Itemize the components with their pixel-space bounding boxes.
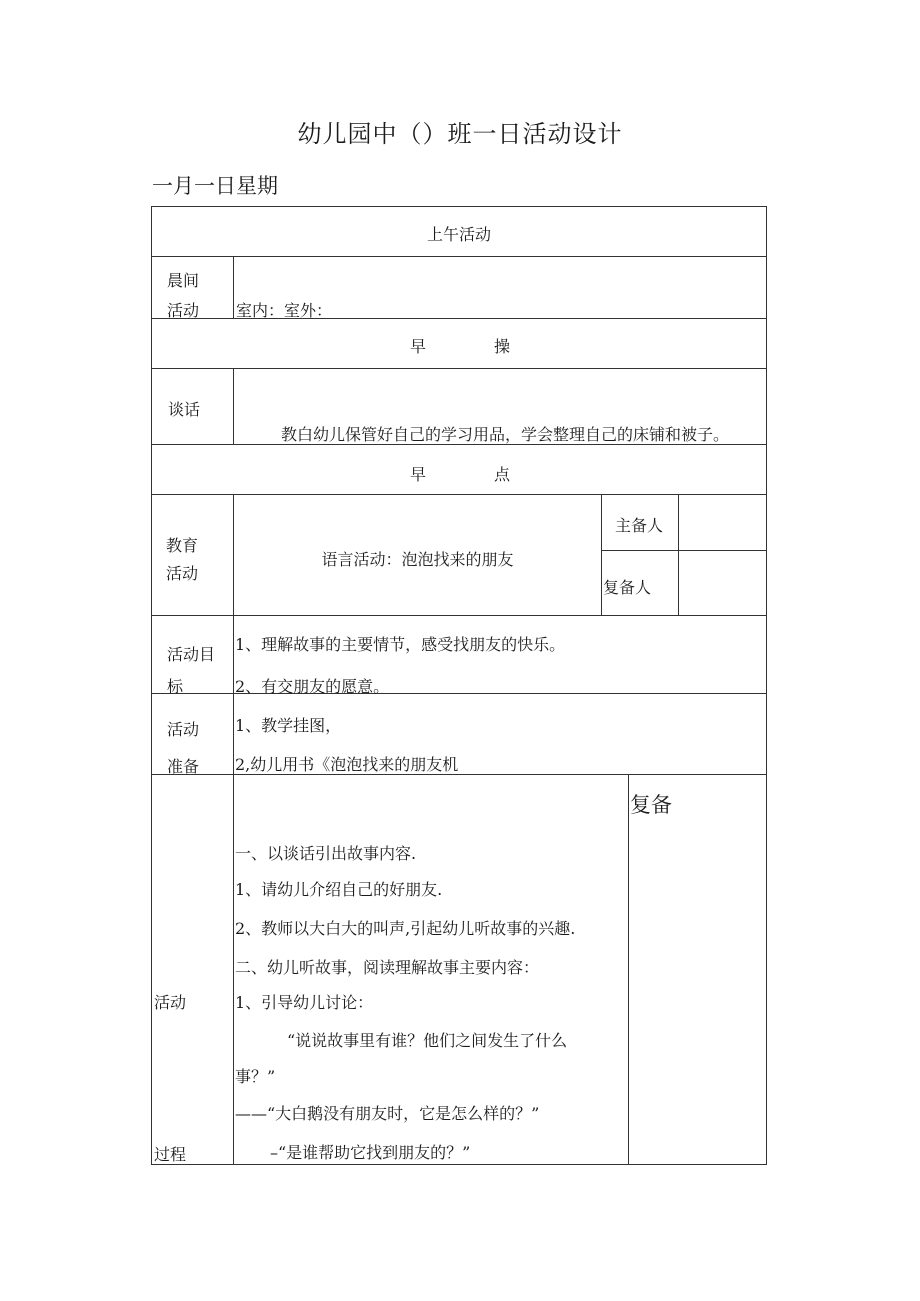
talk-label: 谈话: [168, 400, 201, 419]
exercise-right-char: 操: [494, 337, 511, 356]
date-line: 一月一日星期: [152, 174, 278, 198]
process-label-1: 活动: [154, 993, 187, 1012]
morning-activity-content: 室内：室外：: [236, 301, 333, 320]
process-line: 二、幼儿听故事，阅读理解故事主要内容：: [235, 958, 540, 977]
talk-content: 教白幼儿保管好自己的学习用品，学会整理自己的床铺和被子。: [281, 425, 730, 444]
preparation-item-1: 1、教学挂图，: [235, 716, 342, 735]
process-line: 2、教师以大白大的叫声,引起幼儿听故事的兴趣.: [235, 919, 576, 938]
education-activity-name: 语言活动：泡泡找来的朋友: [321, 550, 514, 569]
morning-activity-label-1: 晨间: [167, 271, 200, 290]
process-line: 1、请幼儿介绍自己的好朋友.: [235, 880, 443, 899]
goals-label-1: 活动目: [167, 645, 216, 664]
preparation-label-1: 活动: [167, 720, 200, 739]
snack-left-char: 早: [410, 465, 427, 484]
document-title: 幼儿园中（）班一日活动设计: [297, 120, 623, 148]
goals-item-2: 2、有交朋友的愿意。: [235, 677, 390, 696]
process-line: 事？”: [235, 1067, 276, 1086]
process-label-2: 过程: [154, 1145, 187, 1164]
process-line: “说说故事里有谁？他们之间发生了什么: [287, 1031, 568, 1050]
process-line: 1、引导幼儿讨论：: [235, 993, 374, 1012]
review-label: 复备: [630, 793, 672, 817]
co-preparer-label: 复备人: [603, 578, 652, 597]
snack-right-char: 点: [494, 465, 511, 484]
morning-header: 上午活动: [426, 225, 491, 244]
goals-label-2: 标: [167, 677, 184, 696]
goals-item-1: 1、理解故事的主要情节，感受找朋友的快乐。: [235, 635, 566, 654]
exercise-left-char: 早: [410, 337, 427, 356]
morning-activity-label-2: 活动: [167, 301, 200, 320]
preparation-item-2: 2,幼儿用书《泡泡找来的朋友机: [235, 755, 459, 774]
education-label-2: 活动: [166, 564, 199, 583]
education-label-1: 教育: [166, 536, 199, 555]
main-preparer-label: 主备人: [615, 516, 664, 535]
preparation-label-2: 准备: [167, 757, 200, 776]
process-line: –“是谁帮助它找到朋友的？”: [270, 1143, 471, 1162]
process-line: 一、以谈话引出故事内容.: [235, 844, 417, 863]
process-line: ——“大白鹅没有朋友时，它是怎么样的？”: [235, 1104, 540, 1123]
